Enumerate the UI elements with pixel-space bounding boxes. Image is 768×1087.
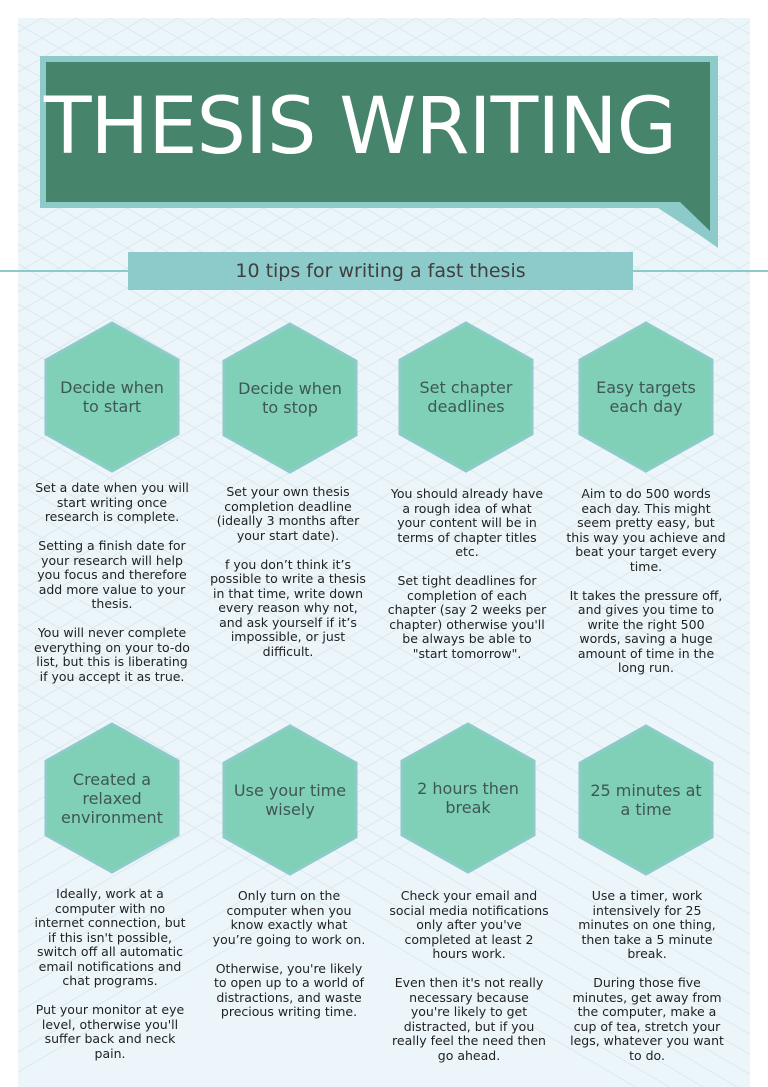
tip-title: 2 hours then break — [417, 779, 519, 817]
tip-paragraph: During those five minutes, get away from the computer, make a cup of tea, stretch your legs, whatever you want to do. — [570, 975, 724, 1063]
tip-title: Easy targets each day — [596, 378, 696, 416]
tip-body — [389, 889, 549, 1078]
tip-paragraph: Ideally, work at a computer with no internet connection, but if this isn't possible, switch off all automatic email notifications and chat programs. — [34, 887, 186, 988]
tip-paragraph: Check your email and social media notifications only after you've completed at least 2 hours work. — [389, 888, 549, 961]
tip-hexagon — [398, 321, 534, 473]
tip-hexagon — [578, 724, 714, 876]
tip-hexagon — [222, 322, 358, 474]
tip-hexagon — [44, 321, 180, 473]
tip-paragraph: You should already have a rough idea of what your content will be in terms of chapter titles etc. — [390, 486, 544, 559]
tip-hexagon — [578, 321, 714, 473]
tip-paragraph: It takes the pressure off, and gives you time to write the right 500 words, saving a huge amount of time in the long run. — [569, 587, 723, 675]
tip-hexagon — [44, 722, 180, 874]
tip-paragraph: Even then it's not really necessary because you're likely to get distracted, but if you really feel the need then go ahead. — [392, 975, 546, 1063]
tip-title: Set chapter deadlines — [419, 378, 513, 416]
tip-body — [208, 485, 368, 674]
tip-paragraph: You will never complete everything on your to-do list, but this is liberating if you accept it as true. — [34, 625, 190, 684]
tip-title: Decide when to stop — [238, 379, 342, 417]
tip-paragraph: Aim to do 500 words each day. This might seem pretty easy, but this way you achieve and beat your target every time. — [566, 486, 726, 574]
tip-body — [567, 889, 727, 1078]
tip-body — [209, 889, 369, 1034]
tip-hexagon — [400, 722, 536, 874]
tip-paragraph: Otherwise, you're likely to open up to a world of distractions, and waste precious writing time. — [213, 960, 365, 1019]
tip-body — [387, 487, 547, 676]
tip-paragraph: Use a timer, work intensively for 25 minutes on one thing, then take a 5 minute break. — [578, 888, 716, 961]
tip-hexagon — [222, 724, 358, 876]
tip-paragraph: f you don’t think it’s possible to write a thesis in that time, write down every reason why not, and ask yourself if it’s impossible, or just difficult. — [210, 556, 366, 659]
tip-title: Created a relaxed environment — [61, 769, 163, 827]
tip-title: Use your time wisely — [233, 781, 347, 819]
tip-paragraph: Setting a finish date for your research will help you focus and therefore add more value to your thesis. — [37, 538, 187, 611]
tip-body — [30, 887, 190, 1067]
tip-paragraph: Set a date when you will start writing once research is complete. — [35, 480, 189, 524]
tip-paragraph: Set your own thesis completion deadline (ideally 3 months after your start date). — [216, 484, 360, 543]
tip-body — [566, 487, 726, 690]
tip-paragraph: Set tight deadlines for completion of each chapter (say 2 weeks per chapter) otherwise you'll be always be able to "start tomorrow". — [387, 573, 547, 661]
tip-paragraph: Put your monitor at eye level, otherwise you'll suffer back and neck pain. — [35, 1002, 185, 1061]
tip-paragraph: Only turn on the computer when you know exactly what you’re going to work on. — [212, 888, 366, 947]
page-title: THESIS WRITING — [43, 82, 677, 172]
tip-body — [32, 481, 192, 699]
page-subtitle: 10 tips for writing a fast thesis — [128, 252, 633, 290]
tip-title: Decide when to start — [60, 378, 164, 416]
tip-title: 25 minutes at a time — [590, 781, 702, 819]
